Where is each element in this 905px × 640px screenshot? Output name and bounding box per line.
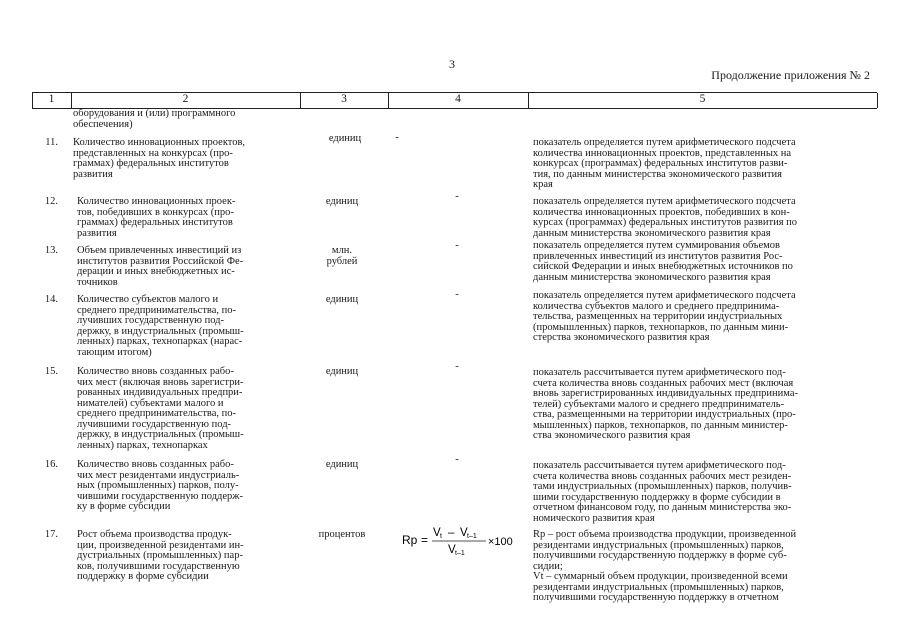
formula-minus: –: [448, 527, 455, 539]
formula-lhs: Rp: [402, 533, 418, 547]
growth-formula: [400, 520, 520, 560]
formula-denominator-sub: t–1: [455, 550, 465, 557]
unit: единиц: [325, 366, 359, 377]
formula-dash: -: [455, 454, 459, 465]
indicator-name: Количество вновь созданных рабо- чих мест резидентами индустриаль- ных (промышленных) парков, полу- чившими государственную поддерж- ку в форме субсидии: [77, 459, 244, 512]
calculation-method: показатель определяется путем арифметического подсчета количества инновационных проектов, победивших в кон- курсах (программах) федеральных институтов развития по данным министерства экономического развития края: [533, 196, 798, 239]
row-number: 16.: [44, 459, 58, 470]
formula-numerator-a: V: [433, 527, 441, 539]
table-divider: [877, 93, 878, 108]
calculation-method: показатель рассчитывается путем арифметического под- счета количества вновь созданных рабочих мест резиден- тами индустриальных (промышленных) парков, получив- шими государственную поддержку в форме субсидии в отчетном финансовом году, по данным министерства эко- номического развития края: [533, 460, 792, 524]
formula-dash: -: [395, 132, 399, 143]
row-number: 14.: [44, 294, 58, 305]
indicator-name: Количество вновь созданных рабо- чих мест (включая вновь зарегистри- рованных индивидуальных предпри- нимателей) субъектами малого и среднего предпринимательства, по- лучившими государственную под- держку, в индустриальных (промыш- ленных) парках, технопарках: [77, 366, 244, 451]
formula-numerator-b-sub: t–1: [467, 533, 477, 540]
continuation-heading: Продолжение приложения № 2: [711, 68, 870, 82]
row-number: 12.: [44, 196, 58, 207]
calculation-method: Rp – рост объема производства продукции, произведенной резидентами индустриальных (промышленных) парков, получившими государственную поддержку в форме суб- сидии; Vt – суммарный объем продукции, произведенной всеми резидентами индустриальных (промышленных) парков, получившими государственную поддержку в отчетном: [533, 529, 797, 603]
page-number: 3: [449, 57, 455, 71]
formula-numerator-b: V: [460, 527, 468, 539]
row-number: 13.: [44, 245, 58, 256]
calculation-method: показатель рассчитывается путем арифметического под- счета количества вновь созданных рабочих мест (включая вновь зарегистрированных индивидуальных предпринима- телей) субъектами малого и среднего предприниматель- ства, размещенными на территории индустриальных (про- мышленных) парков, технопарков, по данным министер- ства экономического развития края: [533, 367, 798, 441]
column-header-3: 3: [341, 93, 347, 105]
formula-numerator-a-sub: t: [440, 533, 442, 540]
unit: единиц: [325, 459, 359, 470]
column-header-4: 4: [455, 93, 461, 105]
unit: млн. рублей: [326, 245, 358, 267]
column-header-1: 1: [48, 93, 55, 105]
formula-dash: -: [455, 240, 459, 251]
unit: единиц: [325, 196, 359, 207]
unit: единиц: [325, 294, 359, 305]
formula-dash: -: [455, 191, 459, 202]
formula-denominator: V: [448, 544, 456, 556]
calculation-method: показатель определяется путем арифметического подсчета количества субъектов малого и среднего предпринима- тельства, размещенных на территории индустриальных (промышленных) парков, технопарков, по данным мини- стерства экономического развития края: [533, 290, 796, 343]
formula-dash: -: [455, 289, 459, 300]
row-number: 15.: [44, 366, 58, 377]
indicator-name: Количество инновационных проектов, представленных на конкурсах (про- граммах) федеральных институтов развития: [73, 137, 246, 180]
formula-multiplier: ×100: [488, 536, 513, 548]
row-number: 11.: [45, 137, 58, 148]
column-header-5: 5: [699, 93, 706, 105]
formula-dash: -: [455, 361, 459, 372]
column-header-2: 2: [182, 93, 189, 105]
formula-equals: =: [421, 533, 429, 547]
calculation-method: показатель определяется путем арифметического подсчета количества инновационных проектов, представленных на конкурсах (программах) федеральных институтов разви- тия, по данным министерства экономического развития края: [533, 137, 796, 190]
unit: единиц: [328, 133, 362, 144]
calculation-method: показатель определяется путем суммирования объемов привлеченных инвестиций из институтов развития Рос- сийской Федерации и иных внебюджетных источников по данным министерства экономического развития края: [533, 240, 793, 283]
unit: процентов: [318, 529, 366, 540]
indicator-name: Рост объема производства продук- ции, произведенной резидентами ин- дустриальных (промышленных) пар- ков, получившими государственную поддержку в форме субсидии: [77, 529, 244, 582]
indicator-name: Объем привлеченных инвестиций из институтов развития Российской Фе- дерации и иных внебюджетных ис- точников: [77, 245, 244, 288]
carryover-text: оборудования и (или) программного обеспечения): [73, 108, 236, 130]
row-number: 17.: [44, 529, 58, 540]
indicator-name: Количество инновационных проек- тов, победивших в конкурсах (про- граммах) федеральных институтов развития: [77, 196, 236, 239]
indicator-name: Количество субъектов малого и среднего предпринимательства, по- лучивших государственную под- держку, в индустриальных (промыш- ленных) парках, технопарках (нарас- тающим итогом): [77, 294, 244, 358]
